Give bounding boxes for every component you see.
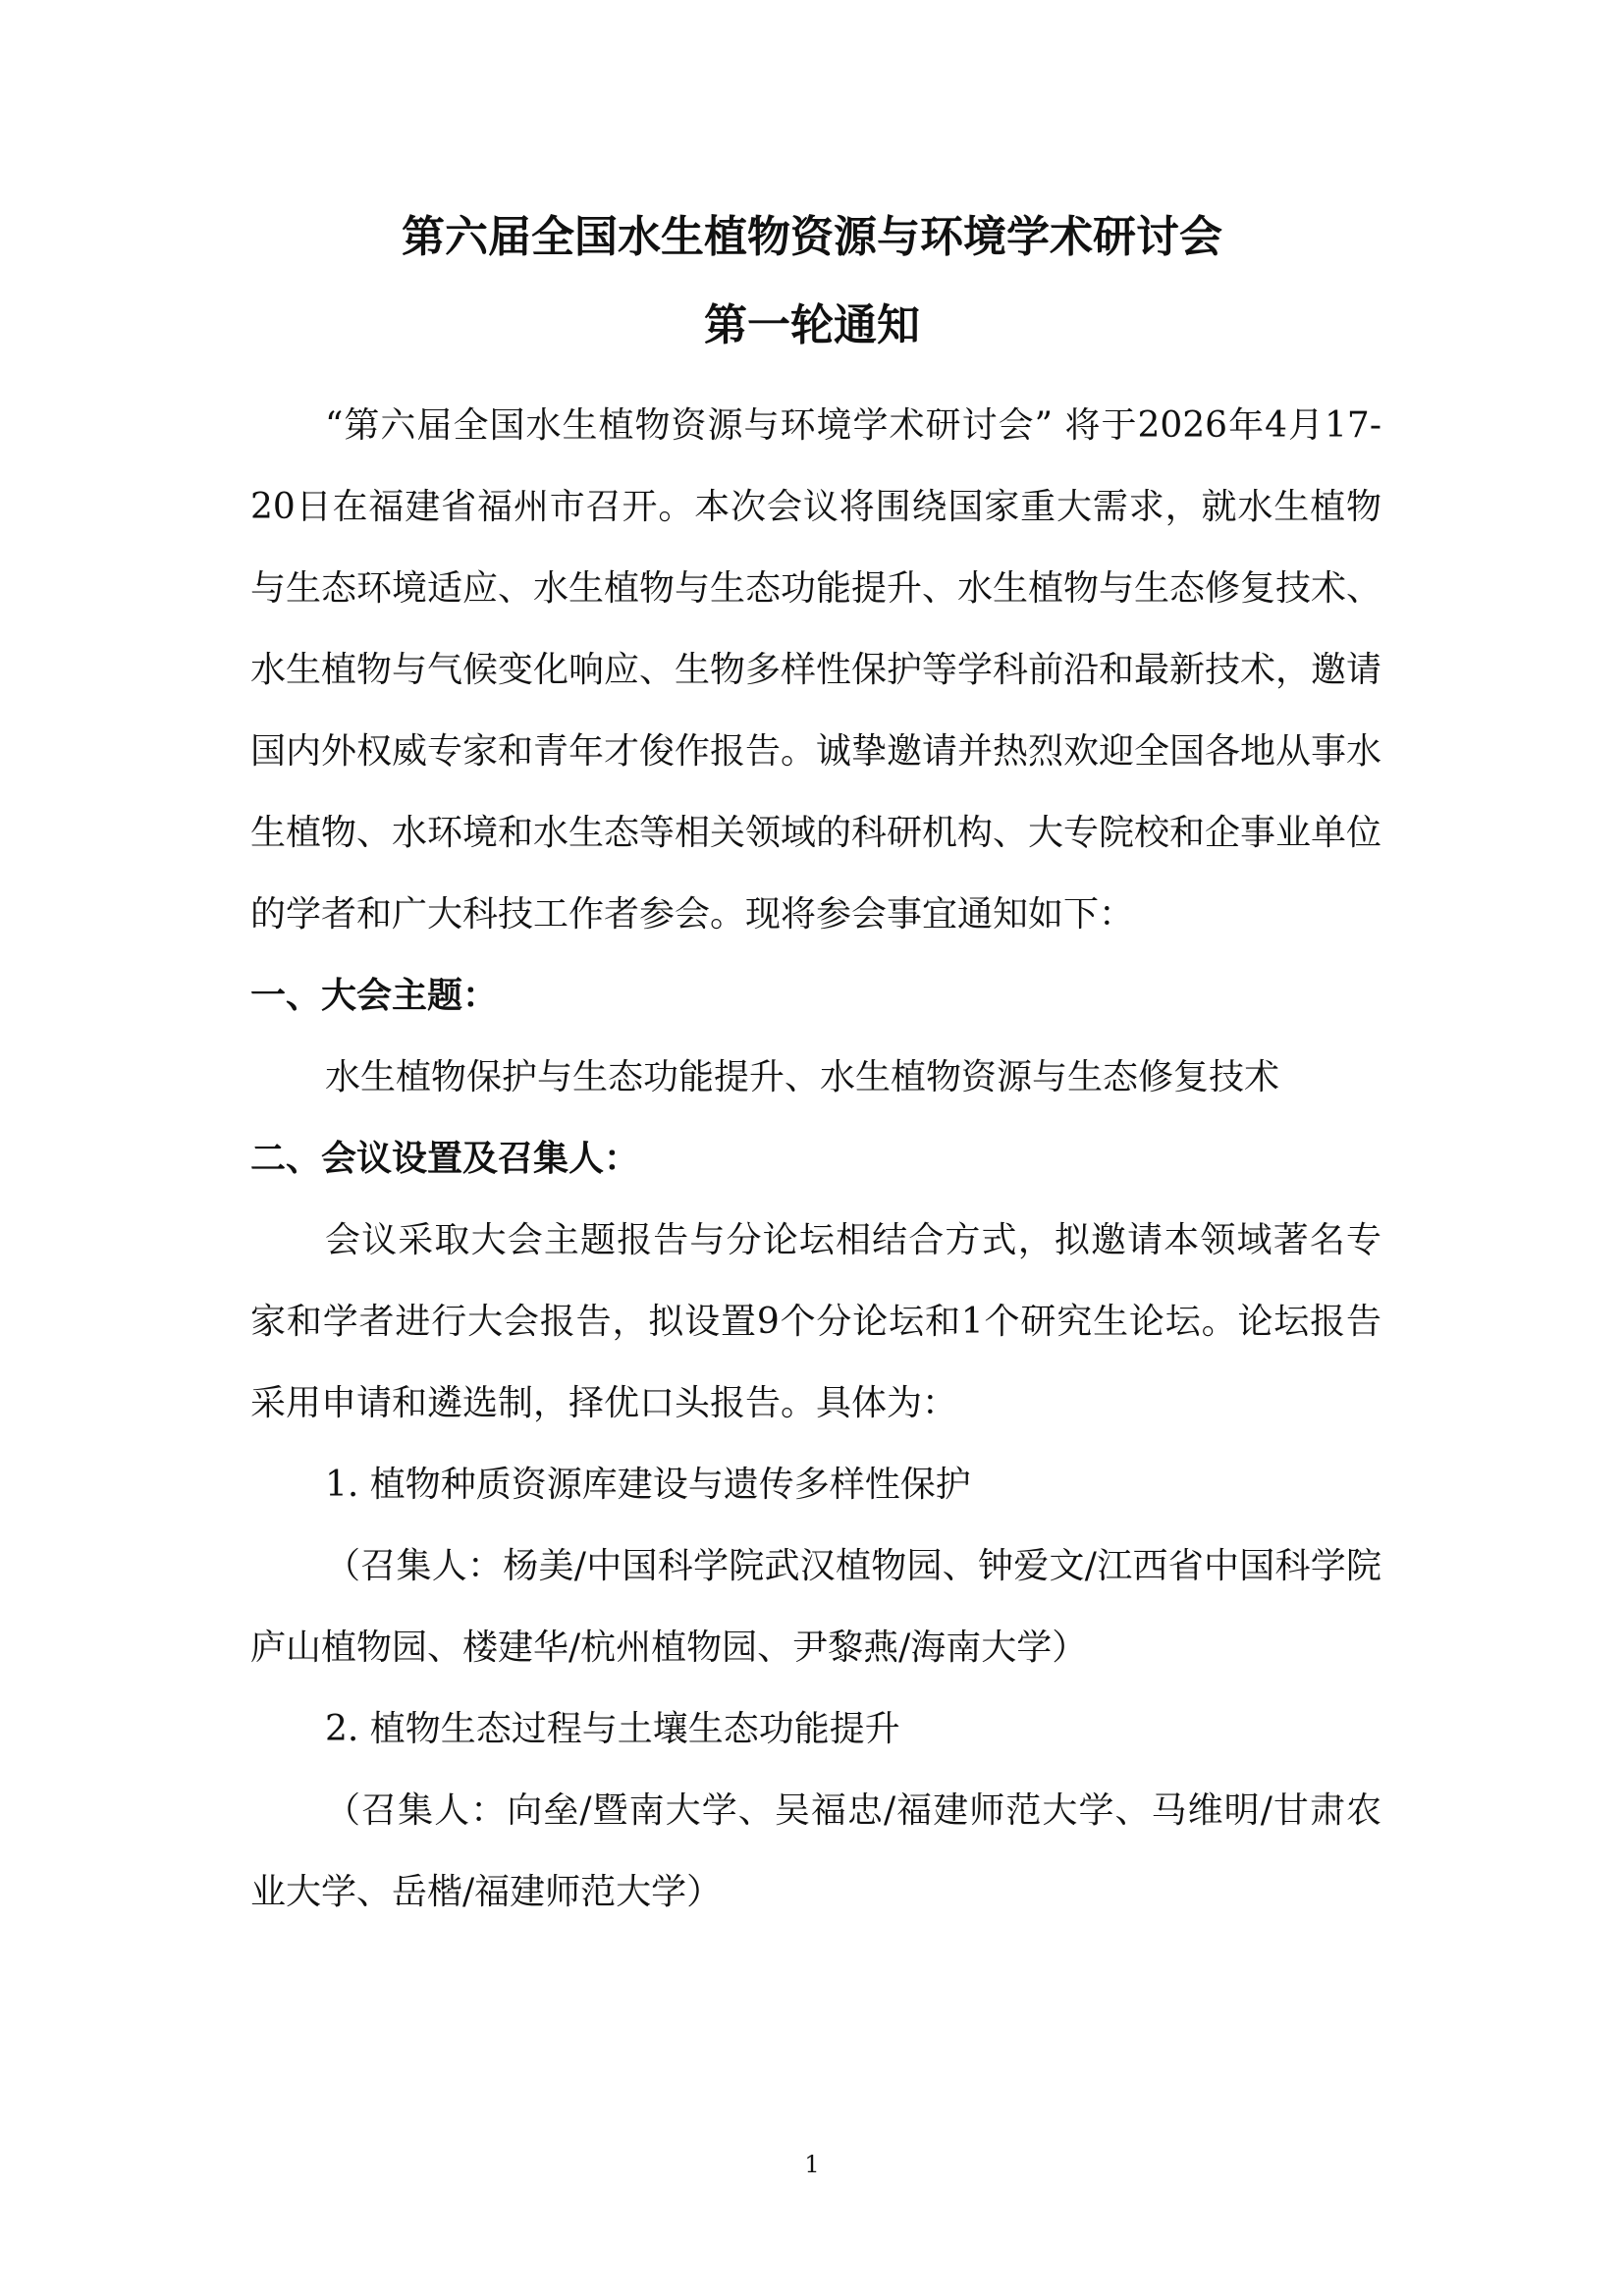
forum-conveners: （召集人：杨美/中国科学院武汉植物园、钟爱文/江西省中国科学院庐山植物园、楼建华/杭州植物园、尹黎燕/海南大学） <box>250 1546 1381 1668</box>
forum-conveners: （召集人：向垒/暨南大学、吴福忠/福建师范大学、马维明/甘肃农业大学、岳楷/福建师范大学） <box>250 1790 1381 1912</box>
section-heading-theme: 一、大会主题： <box>250 976 499 1016</box>
document-body <box>250 385 1381 1933</box>
document-subtitle: 第一轮通知 <box>704 300 920 350</box>
theme-paragraph: 水生植物保护与生态功能提升、水生植物资源与生态修复技术 <box>325 1057 1280 1097</box>
forum-title: 2. 植物生态过程与土壤生态功能提升 <box>325 1709 900 1749</box>
section-heading-settings: 二、会议设置及召集人： <box>250 1139 640 1179</box>
forum-title: 1. 植物种质资源库建设与遗传多样性保护 <box>325 1465 971 1505</box>
document-title: 第六届全国水生植物资源与环境学术研讨会 <box>402 212 1222 262</box>
settings-paragraph: 会议采取大会主题报告与分论坛相结合方式，拟邀请本领域著名专家和学者进行大会报告，拟设置9个分论坛和1个研究生论坛。论坛报告采用申请和遴选制，择优口头报告。具体为： <box>250 1220 1381 1423</box>
intro-paragraph: “第六届全国水生植物资源与环境学术研讨会” 将于2026年4月17-20日在福建省福州市召开。本次会议将围绕国家重大需求，就水生植物与生态环境适应、水生植物与生态功能提升、水生植物与生态修复技术、水生植物与气候变化响应、生物多样性保护等学科前沿和最新技术，邀请国内外权威专家和青年才俊作报告。诚挚邀请并热烈欢迎全国各地从事水生植物、水环境和水生态等相关领域的科研机构、大专院校和企事业单位的学者和广大科技工作者参会。现将参会事宜通知如下： <box>250 405 1382 934</box>
page-number: 1 <box>804 2151 820 2178</box>
